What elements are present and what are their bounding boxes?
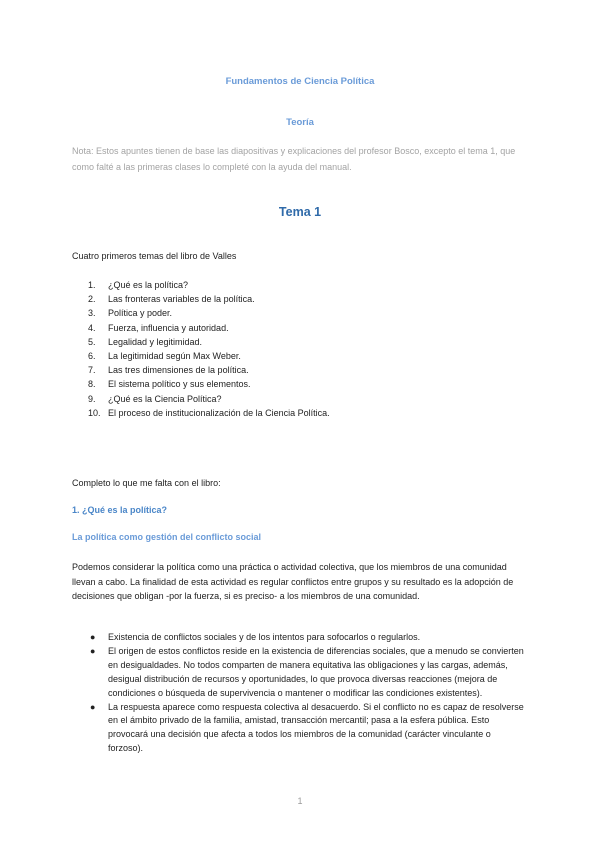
author-note: Nota: Estos apuntes tienen de base las diapositivas y explicaciones del profesor Bosco, excepto el tema 1, que como falté a las primeras clases lo completé con la ayuda del manual. [72, 146, 516, 172]
bullet-icon: ● [90, 645, 96, 656]
section-label: Teoría [286, 117, 314, 128]
list-item: 4. Fuerza, influencia y autoridad. [88, 322, 229, 333]
document-title: Fundamentos de Ciencia Política [225, 76, 375, 87]
tema-heading: Tema 1 [278, 205, 322, 219]
intro-text: Cuatro primeros temas del libro de Valles [72, 251, 237, 261]
list-item: 2. Las fronteras variables de la política. [88, 294, 255, 305]
list-item: 10. El proceso de institucionalización de la Ciencia Política. [88, 407, 330, 418]
bullet-list [90, 631, 528, 756]
subheading-conflict-management: La política como gestión del conflicto social [72, 532, 262, 542]
bullet-icon: ● [90, 701, 96, 712]
page-number: 1 [297, 796, 303, 806]
list-item: 3. Política y poder. [88, 308, 173, 319]
list-item: 7. Las tres dimensiones de la política. [88, 365, 249, 376]
bullet-icon: ● [90, 632, 96, 642]
list-item: 1. ¿Qué es la política? [88, 280, 189, 290]
list-item: ● El origen de estos conflictos reside en la existencia de diferencias sociales, que a menudo se convierten en desigualdades. No todos comparten de manera equitativa las obligaciones y las cargas, además, desigual distribución de recursos y oportunidades, lo que provoca diversas reacciones (mejora de condiciones o búsqueda de supervivencia o mantener o modificar las condiciones existentes). [90, 645, 524, 698]
topics-list [88, 278, 528, 420]
body-paragraph: Podemos considerar la política como una práctica o actividad colectiva, que los miembros de una comunidad llevan a cabo. La finalidad de esta actividad es regular conflictos entre grupos y su resultado es la adopción de decisiones que obligan -por la fuerza, si es preciso- a los miembros de una comunidad. [72, 562, 514, 601]
list-item: ● Existencia de conflictos sociales y de los intentos para sofocarlos o regularlos. [90, 631, 528, 645]
complete-note: Completo lo que me falta con el libro: [72, 478, 221, 488]
list-item: 9. ¿Qué es la Ciencia Política? [88, 393, 222, 404]
list-item: 6. La legitimidad según Max Weber. [88, 350, 241, 361]
subheading-what-is-politics: 1. ¿Qué es la política? [72, 505, 168, 515]
list-item: ● La respuesta aparece como respuesta colectiva al desacuerdo. Si el conflicto no es capaz de resolverse en el ámbito privado de la familia, amistad, transacción mercantil; pasa a la esfera pública. Esto provocará una decisión que afecta a todos los miembros de la comunidad (carácter vinculante o forzoso). [90, 701, 524, 754]
list-item: 8. El sistema político y sus elementos. [88, 379, 251, 390]
list-item: 5. Legalidad y legitimidad. [88, 336, 203, 347]
